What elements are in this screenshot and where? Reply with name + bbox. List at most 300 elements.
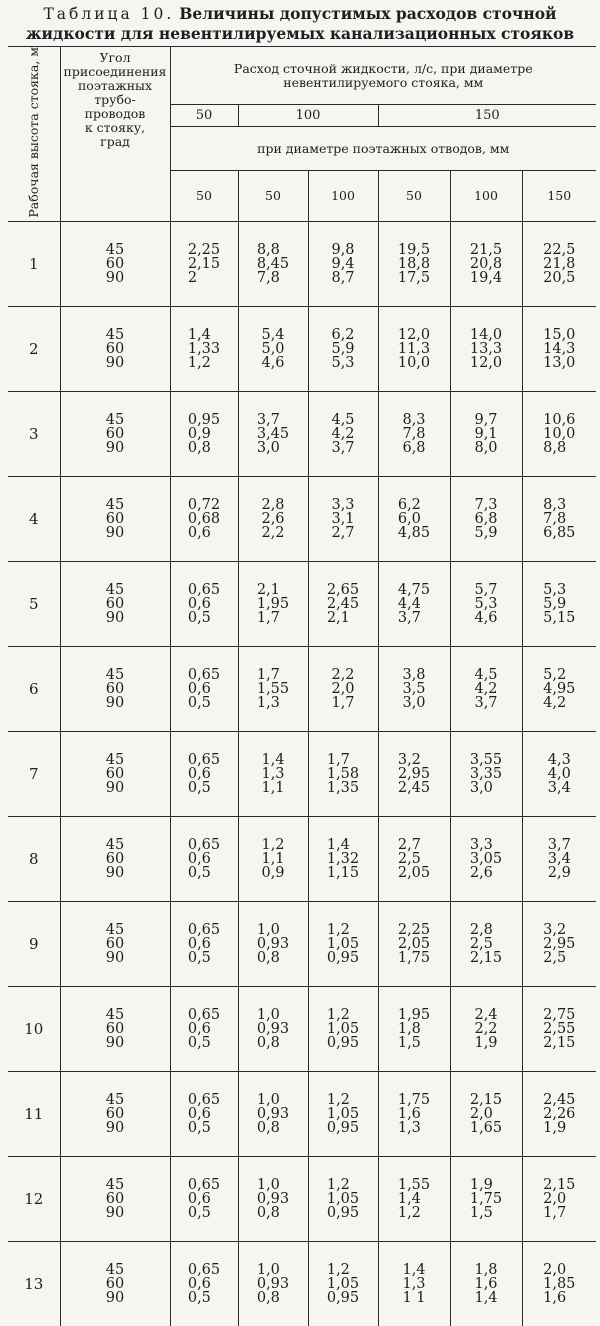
- flow-value: 4,2: [331, 425, 355, 442]
- flow-value: 0,6: [187, 935, 211, 952]
- flow-value: 2,25: [187, 241, 221, 258]
- angle-value: 90: [105, 354, 125, 371]
- angle-value: 60: [105, 595, 125, 612]
- flow-value-cell: [450, 476, 522, 561]
- flow-value: 1,0: [256, 1261, 280, 1278]
- flow-value: 3,4: [547, 779, 571, 796]
- flow-value: 8,8: [256, 241, 280, 258]
- table-title-line1: Величины допустимых расходов сточной: [179, 4, 557, 23]
- flow-value-cell: [308, 901, 378, 986]
- flow-value: 6,2: [397, 496, 421, 513]
- flow-value: 0,5: [187, 1204, 211, 1221]
- flow-value: 1,8: [474, 1261, 498, 1278]
- angle-value: 60: [105, 340, 125, 357]
- angle-value: 45: [105, 751, 125, 768]
- flow-value: 0,5: [187, 1289, 211, 1306]
- flow-value: 20,8: [469, 255, 503, 272]
- flow-value: 1 1: [402, 1289, 426, 1306]
- working-height-cell: 13: [8, 1241, 60, 1326]
- flow-value-cell: [238, 816, 308, 901]
- angle-value: 45: [105, 496, 125, 513]
- angle-value: 90: [105, 609, 125, 626]
- angle-value: 60: [105, 935, 125, 952]
- flow-value-cell: [378, 731, 450, 816]
- flow-value-cell: [378, 476, 450, 561]
- flow-value-cell: [238, 646, 308, 731]
- flow-value: 0,8: [256, 1289, 280, 1306]
- flow-value: 3,7: [474, 694, 498, 711]
- flow-value: 5,9: [331, 340, 355, 357]
- flow-value: 1,15: [326, 864, 360, 881]
- angle-value: 90: [105, 1119, 125, 1136]
- flow-value: 3,7: [397, 609, 421, 626]
- flow-value: 4,5: [474, 666, 498, 683]
- flow-value-cell: [450, 391, 522, 476]
- header-angle-line: трубо-: [94, 92, 136, 107]
- flow-value: 0,6: [187, 1020, 211, 1037]
- flow-value-cell: [238, 1241, 308, 1326]
- flow-value: 0,5: [187, 1119, 211, 1136]
- flow-value-cell: [522, 731, 596, 816]
- table-row: [8, 221, 596, 306]
- flow-value-cell: [378, 391, 450, 476]
- flow-value: 0,9: [261, 864, 285, 881]
- flow-value: 3,1: [331, 510, 355, 527]
- flow-value: 7,3: [474, 496, 498, 513]
- flow-value: 0,72: [187, 496, 221, 513]
- flow-value: 0,5: [187, 949, 211, 966]
- flow-value: 1,6: [397, 1105, 421, 1122]
- angle-value: 90: [105, 1034, 125, 1051]
- flow-value: 0,5: [187, 1034, 211, 1051]
- table-row: [8, 561, 596, 646]
- flow-value-cell: [450, 731, 522, 816]
- flow-value: 9,4: [331, 255, 355, 272]
- flow-value: 1,75: [397, 949, 431, 966]
- flow-value: 2,15: [543, 1176, 576, 1193]
- flow-value-cell: [378, 1071, 450, 1156]
- flow-value: 8,3: [402, 411, 426, 428]
- flow-value: 1,4: [474, 1289, 498, 1306]
- flow-value: 0,6: [187, 1190, 211, 1207]
- working-height-cell: 3: [8, 391, 60, 476]
- flow-value: 1,0: [256, 921, 280, 938]
- table-row: [8, 1071, 596, 1156]
- flow-value: 0,5: [187, 609, 211, 626]
- flow-value-cell: [170, 221, 238, 306]
- flow-value: 0,9: [187, 425, 211, 442]
- working-height-cell: 6: [8, 646, 60, 731]
- flow-value: 1,55: [397, 1176, 431, 1193]
- angle-cell: [60, 561, 170, 646]
- flow-value: 12,0: [397, 326, 431, 343]
- table-row: [8, 391, 596, 476]
- flow-value: 2,5: [469, 935, 493, 952]
- flow-value: 3,2: [543, 921, 567, 938]
- flow-value: 6,8: [402, 439, 426, 456]
- angle-cell: [60, 646, 170, 731]
- flow-value: 4,75: [397, 581, 431, 598]
- working-height-cell: 1: [8, 221, 60, 306]
- flow-value: 0,6: [187, 595, 211, 612]
- flow-value: 1,4: [402, 1261, 426, 1278]
- flow-value: 1,05: [326, 935, 360, 952]
- angle-value: 60: [105, 425, 125, 442]
- flow-value: 0,8: [256, 1034, 280, 1051]
- flow-value: 1,55: [256, 680, 290, 697]
- flow-value: 0,8: [256, 949, 280, 966]
- flow-value: 1,4: [187, 326, 211, 343]
- flow-value: 5,9: [474, 524, 498, 541]
- flow-value: 1,1: [261, 850, 285, 867]
- angle-value: 90: [105, 1289, 125, 1306]
- flow-value-cell: [170, 816, 238, 901]
- flow-value: 15,0: [543, 326, 576, 343]
- flow-value-cell: [450, 986, 522, 1071]
- flow-value: 2,5: [543, 949, 567, 966]
- flow-value: 1,7: [326, 751, 350, 768]
- flow-value: 3,0: [402, 694, 426, 711]
- table-row: [8, 1156, 596, 1241]
- header-angle-line: Угол: [99, 50, 131, 65]
- angle-value: 60: [105, 510, 125, 527]
- flow-value: 2,25: [397, 921, 431, 938]
- flow-value: 1,95: [256, 595, 290, 612]
- flow-value: 8,7: [331, 269, 355, 286]
- flow-value: 1,9: [469, 1176, 493, 1193]
- flow-value-cell: [238, 986, 308, 1071]
- flow-value: 1,2: [326, 1176, 350, 1193]
- flow-value: 3,4: [547, 850, 571, 867]
- flow-value: 1,35: [326, 779, 360, 796]
- flow-value: 8,3: [543, 496, 567, 513]
- flow-value-cell: [450, 221, 522, 306]
- flow-value: 2,2: [261, 524, 285, 541]
- angle-value: 45: [105, 326, 125, 343]
- flow-value: 0,65: [187, 1261, 221, 1278]
- angle-cell: [60, 901, 170, 986]
- flow-value-cell: [308, 1156, 378, 1241]
- flow-value: 5,9: [543, 595, 567, 612]
- flow-value: 0,8: [187, 439, 211, 456]
- flow-value: 1,7: [543, 1204, 567, 1221]
- flow-value-cell: [522, 561, 596, 646]
- flow-value: 2,1: [326, 609, 350, 626]
- flow-value-cell: [308, 646, 378, 731]
- angle-value: 45: [105, 666, 125, 683]
- header-working-height: [8, 47, 60, 222]
- flow-value: 2,15: [469, 949, 503, 966]
- flow-value-cell: [378, 986, 450, 1071]
- flow-value: 0,93: [256, 1275, 290, 1292]
- flow-value: 0,95: [326, 1204, 360, 1221]
- flow-value-cell: [522, 476, 596, 561]
- flow-value: 5,15: [543, 609, 576, 626]
- angle-value: 90: [105, 694, 125, 711]
- flow-value: 2,26: [543, 1105, 576, 1122]
- flow-value-cell: [378, 901, 450, 986]
- table-row: [8, 646, 596, 731]
- flow-value: 1,1: [261, 779, 285, 796]
- flow-value-cell: [238, 476, 308, 561]
- flow-value: 2,8: [261, 496, 285, 513]
- flow-value: 4,95: [543, 680, 576, 697]
- header-connection-angle: [60, 47, 170, 222]
- angle-cell: [60, 476, 170, 561]
- flow-value-cell: [238, 561, 308, 646]
- flow-value: 0,5: [187, 864, 211, 881]
- flow-value-cell: [170, 901, 238, 986]
- flow-value-cell: [378, 306, 450, 391]
- flow-value: 10,6: [543, 411, 576, 428]
- flow-value: 1,3: [397, 1119, 421, 1136]
- flow-value: 18,8: [397, 255, 431, 272]
- table-row: [8, 901, 596, 986]
- working-height-cell: 8: [8, 816, 60, 901]
- flow-value: 1,2: [261, 836, 285, 853]
- header-flow-line: невентилируемого стояка, мм: [283, 74, 484, 90]
- flow-value: 2,0: [331, 680, 355, 697]
- header-angle-line: присоединения: [63, 64, 167, 79]
- flow-value: 2,45: [326, 595, 360, 612]
- flow-value: 4,6: [474, 609, 498, 626]
- flow-value: 6,85: [543, 524, 576, 541]
- flow-value: 0,8: [256, 1119, 280, 1136]
- flow-value-cell: [308, 1071, 378, 1156]
- header-riser-diameter: 150: [378, 105, 596, 127]
- header-working-height-label: Рабочая высота стояка, м: [25, 47, 41, 218]
- angle-value: 60: [105, 1105, 125, 1122]
- flow-value: 1,05: [326, 1105, 360, 1122]
- flow-value: 1,8: [397, 1020, 421, 1037]
- angle-value: 60: [105, 1020, 125, 1037]
- flow-value: 2,0: [469, 1105, 493, 1122]
- flow-value: 2: [187, 269, 198, 286]
- flow-value: 3,7: [331, 439, 355, 456]
- flow-value: 0,65: [187, 1091, 221, 1108]
- flow-value: 19,4: [469, 269, 503, 286]
- flow-value: 5,3: [331, 354, 355, 371]
- flow-value: 7,8: [402, 425, 426, 442]
- flow-value-cell: [308, 1241, 378, 1326]
- working-height-cell: 9: [8, 901, 60, 986]
- angle-value: 45: [105, 921, 125, 938]
- flow-value-cell: [522, 1241, 596, 1326]
- flow-value: 0,95: [326, 1119, 360, 1136]
- flow-value-cell: [170, 1071, 238, 1156]
- flow-value: 0,95: [326, 1289, 360, 1306]
- flow-value: 13,0: [543, 354, 576, 371]
- flow-value: 4,5: [331, 411, 355, 428]
- header-flow-line: Расход сточной жидкости, л/с, при диаметре: [233, 60, 533, 76]
- table-row: [8, 986, 596, 1071]
- flow-value: 20,5: [543, 269, 576, 286]
- flow-value-cell: [308, 221, 378, 306]
- flow-value: 0,65: [187, 1006, 221, 1023]
- flow-value: 3,0: [256, 439, 280, 456]
- flow-value-cell: [238, 1071, 308, 1156]
- flow-value: 0,93: [256, 1105, 290, 1122]
- flow-value: 0,65: [187, 751, 221, 768]
- header-branch-title: при диаметре поэтажных отводов, мм: [170, 127, 596, 170]
- angle-value: 45: [105, 1261, 125, 1278]
- angle-cell: [60, 1071, 170, 1156]
- flow-value-cell: [522, 1071, 596, 1156]
- angle-value: 45: [105, 836, 125, 853]
- flow-value: 1,75: [469, 1190, 503, 1207]
- flow-value: 2,6: [261, 510, 285, 527]
- table-row: [8, 1241, 596, 1326]
- flow-value: 0,6: [187, 680, 211, 697]
- working-height-cell: 5: [8, 561, 60, 646]
- flow-value: 5,3: [474, 595, 498, 612]
- flow-value: 11,3: [397, 340, 431, 357]
- angle-value: 60: [105, 680, 125, 697]
- flow-value: 0,6: [187, 850, 211, 867]
- flow-value: 2,1: [256, 581, 280, 598]
- flow-value-cell: [238, 1156, 308, 1241]
- flow-value-cell: [170, 561, 238, 646]
- angle-value: 45: [105, 581, 125, 598]
- table-caption: [0, 4, 600, 43]
- angle-value: 90: [105, 439, 125, 456]
- flow-value: 0,6: [187, 524, 211, 541]
- flow-value: 0,93: [256, 1020, 290, 1037]
- flow-value-cell: [308, 391, 378, 476]
- flow-value-cell: [450, 561, 522, 646]
- flow-value-cell: [378, 646, 450, 731]
- flow-value: 3,7: [256, 411, 280, 428]
- flow-value: 3,55: [469, 751, 503, 768]
- flow-value: 1,2: [326, 921, 350, 938]
- header-branch-diameter: 50: [170, 170, 238, 221]
- flow-value: 0,65: [187, 666, 221, 683]
- flow-value: 4,85: [397, 524, 431, 541]
- flow-value: 2,5: [397, 850, 421, 867]
- header-riser-diameter: 100: [238, 105, 378, 127]
- flow-value: 0,95: [326, 949, 360, 966]
- flow-value: 9,8: [331, 241, 355, 258]
- flow-value-cell: [522, 391, 596, 476]
- flow-value: 1,0: [256, 1176, 280, 1193]
- angle-cell: [60, 986, 170, 1071]
- flow-value-cell: [450, 646, 522, 731]
- flow-value: 1,7: [331, 694, 355, 711]
- angle-value: 45: [105, 1006, 125, 1023]
- flow-value-cell: [170, 1241, 238, 1326]
- flow-value: 1,9: [543, 1119, 567, 1136]
- flow-value: 9,1: [474, 425, 498, 442]
- flow-value: 1,2: [326, 1091, 350, 1108]
- flow-value: 17,5: [397, 269, 431, 286]
- flow-value: 3,35: [469, 765, 503, 782]
- flow-value: 1,7: [256, 666, 280, 683]
- flow-value: 6,2: [331, 326, 355, 343]
- angle-value: 90: [105, 269, 125, 286]
- flow-value: 1,3: [402, 1275, 426, 1292]
- flow-value: 0,65: [187, 921, 221, 938]
- flow-value: 0,93: [256, 1190, 290, 1207]
- flow-value-cell: [308, 816, 378, 901]
- flow-value: 1,95: [397, 1006, 431, 1023]
- angle-value: 60: [105, 255, 125, 272]
- angle-cell: [60, 816, 170, 901]
- flow-value: 10,0: [543, 425, 576, 442]
- angle-value: 90: [105, 524, 125, 541]
- angle-value: 60: [105, 1190, 125, 1207]
- working-height-cell: 4: [8, 476, 60, 561]
- flow-value-cell: [522, 646, 596, 731]
- flow-value: 3,0: [469, 779, 493, 796]
- flow-value: 2,45: [543, 1091, 576, 1108]
- flow-value: 1,75: [397, 1091, 431, 1108]
- flow-value: 14,0: [469, 326, 503, 343]
- flow-value: 2,05: [397, 864, 431, 881]
- flow-value: 1,0: [256, 1091, 280, 1108]
- flow-value: 0,65: [187, 1176, 221, 1193]
- flow-value: 2,15: [187, 255, 221, 272]
- angle-value: 45: [105, 1176, 125, 1193]
- flow-value-cell: [238, 306, 308, 391]
- flow-value: 4,0: [547, 765, 571, 782]
- flow-value: 5,7: [474, 581, 498, 598]
- flow-value: 2,95: [397, 765, 431, 782]
- angle-cell: [60, 391, 170, 476]
- flow-value: 2,8: [469, 921, 493, 938]
- working-height-cell: 10: [8, 986, 60, 1071]
- table-title-line2: жидкости для невентилируемых канализационных стояков: [25, 24, 575, 43]
- flow-value: 0,65: [187, 836, 221, 853]
- flow-value: 1,32: [326, 850, 360, 867]
- flow-value: 2,15: [469, 1091, 503, 1108]
- flow-value: 2,7: [397, 836, 421, 853]
- flow-value: 12,0: [469, 354, 503, 371]
- flow-value: 1,4: [261, 751, 285, 768]
- flow-value: 2,95: [543, 935, 576, 952]
- header-riser-diameter: 50: [170, 105, 238, 127]
- flow-value: 0,65: [187, 581, 221, 598]
- angle-value: 90: [105, 1204, 125, 1221]
- flow-value-cell: [522, 901, 596, 986]
- flow-value-cell: [308, 561, 378, 646]
- flow-value-cell: [522, 306, 596, 391]
- flow-value: 10,0: [397, 354, 431, 371]
- flow-value: 1,7: [256, 609, 280, 626]
- angle-cell: [60, 731, 170, 816]
- flow-value-cell: [450, 1071, 522, 1156]
- angle-value: 60: [105, 850, 125, 867]
- flow-value: 3,8: [402, 666, 426, 683]
- flow-value: 1,6: [474, 1275, 498, 1292]
- flow-value: 8,45: [256, 255, 290, 272]
- flow-value: 1,0: [256, 1006, 280, 1023]
- flow-value-cell: [238, 221, 308, 306]
- angle-cell: [60, 1241, 170, 1326]
- flow-value: 1,58: [326, 765, 360, 782]
- flow-rate-table: [8, 46, 596, 1326]
- table-body: [8, 221, 596, 1326]
- flow-value: 1,05: [326, 1190, 360, 1207]
- flow-value: 2,9: [547, 864, 571, 881]
- flow-value: 2,45: [397, 779, 431, 796]
- angle-value: 90: [105, 779, 125, 796]
- working-height-cell: 2: [8, 306, 60, 391]
- flow-value: 2,75: [543, 1006, 576, 1023]
- flow-value: 1,2: [187, 354, 211, 371]
- flow-value-cell: [450, 306, 522, 391]
- flow-value-cell: [238, 391, 308, 476]
- flow-value: 3,3: [331, 496, 355, 513]
